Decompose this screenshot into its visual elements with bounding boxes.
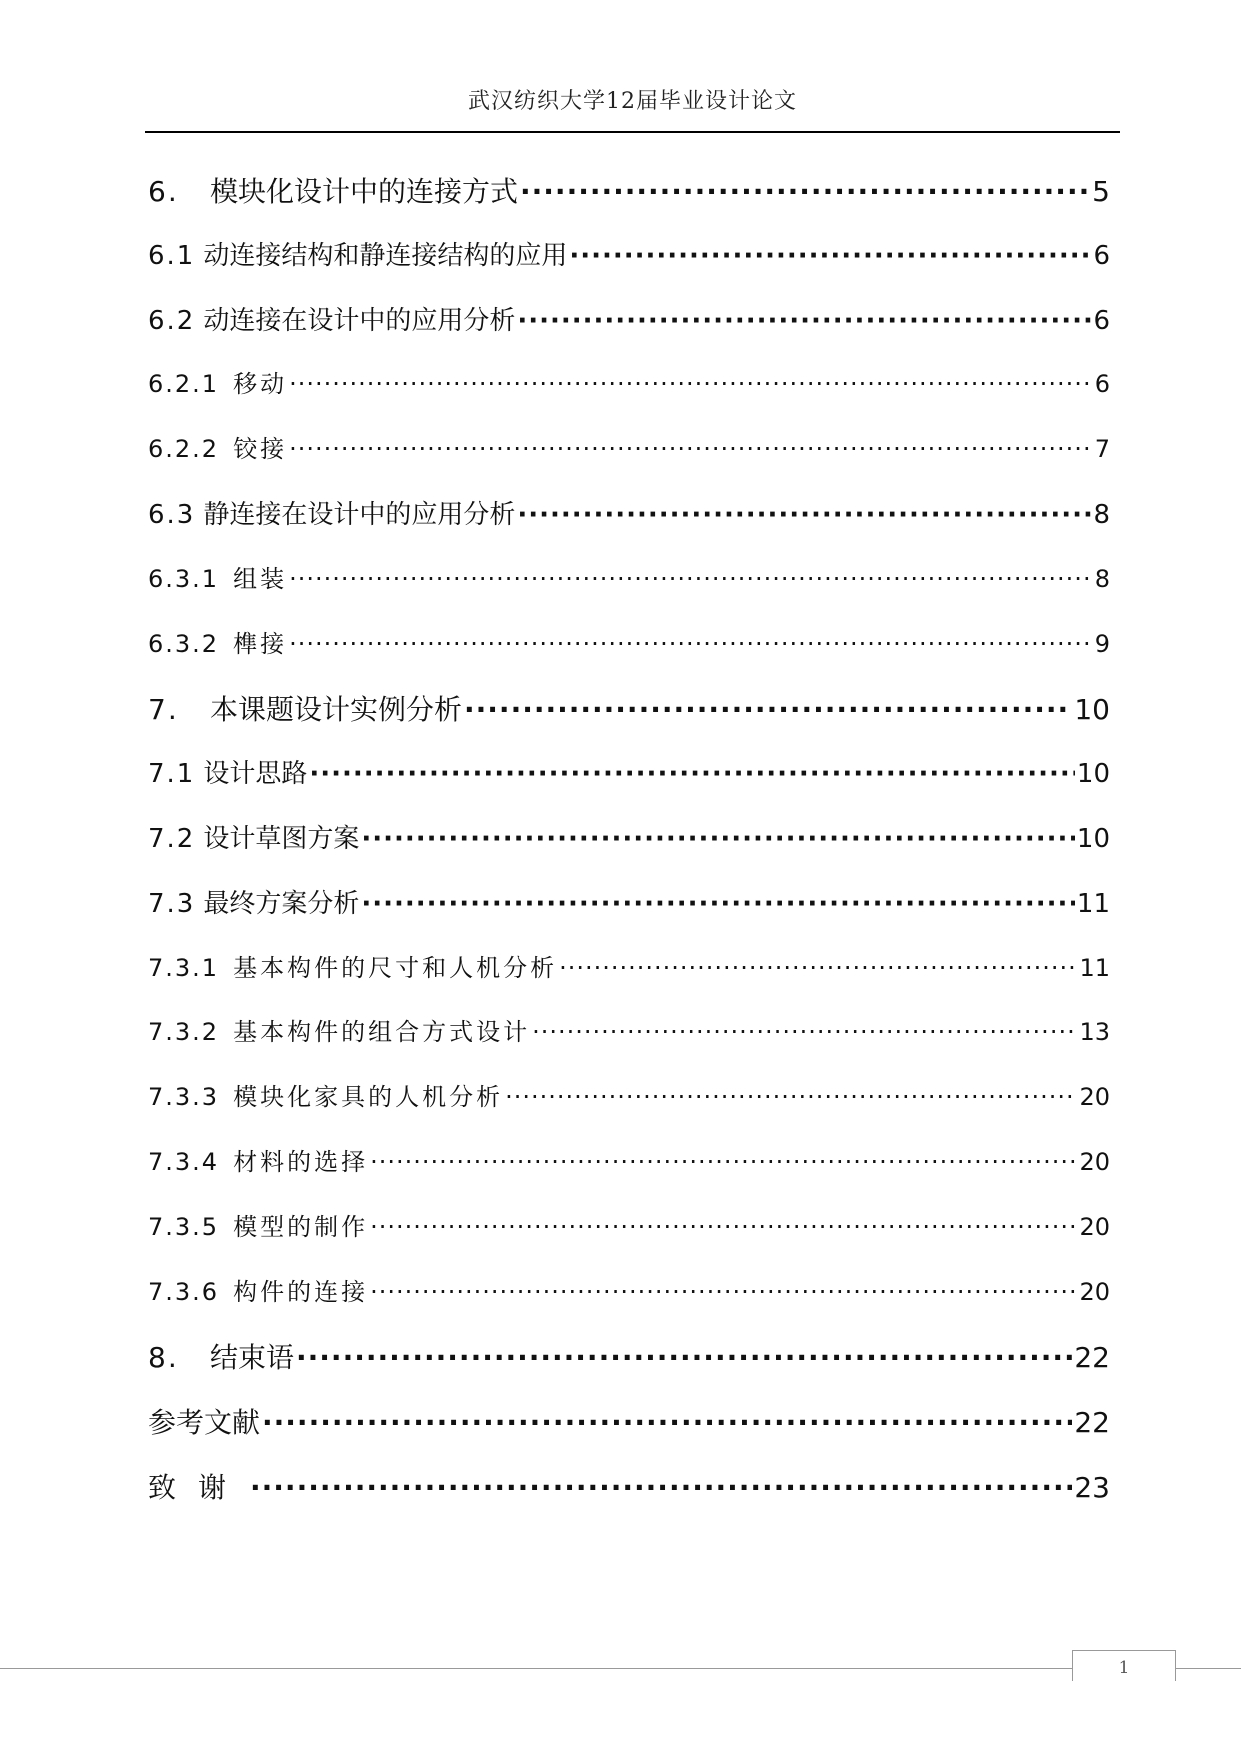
toc-entry-number: 7.3.6 [148,1277,220,1306]
toc-leader-dots [532,1018,1077,1046]
toc-leader-dots [289,565,1093,593]
toc-entry-title: 基本构件的组合方式设计 [233,1018,531,1047]
toc-entry-title: 构件的连接 [233,1277,369,1306]
toc-leader-dots [569,241,1091,271]
toc-entry-page: 5 [1092,175,1110,208]
toc-leader-dots [559,954,1077,982]
toc-entry-page: 6 [1093,305,1110,336]
toc-leader-dots [361,824,1075,854]
toc-leader-dots [370,1278,1077,1306]
toc-leader-dots [296,1341,1072,1374]
toc-entry-6-2-1[interactable] [148,364,1110,429]
toc-entry-number: 6.3.1 [148,564,220,593]
toc-entry-page: 11 [1079,953,1110,982]
toc-entry-6-1[interactable] [148,235,1110,300]
toc-entry-title: 动连接在设计中的应用分析 [203,305,516,336]
toc-leader-dots [464,693,1072,726]
toc-entry-number: 7.3.2 [148,1018,220,1047]
toc-entry-7-3-4[interactable] [148,1142,1110,1207]
toc-entry-acknowledgements[interactable] [148,1466,1110,1531]
toc-leader-dots [505,1083,1077,1111]
page-number: 1 [1072,1650,1176,1681]
toc-entry-title: 动连接结构和静连接结构的应用 [203,240,568,271]
toc-entry-title: 最终方案分析 [203,888,360,919]
toc-leader-dots [370,1148,1077,1176]
toc-entry-title: 模型的制作 [233,1212,369,1241]
toc-entry-number: 6.3.2 [148,629,220,658]
toc-entry-title: 模块化家具的人机分析 [233,1083,504,1112]
toc-leader-dots [361,889,1075,919]
toc-entry-page: 7 [1094,435,1110,464]
toc-entry-title: 设计思路 [203,759,308,790]
table-of-contents [148,170,1110,1531]
toc-leader-dots [250,1471,1072,1504]
toc-entry-8[interactable] [148,1336,1110,1401]
toc-entry-title: 参考文献 [148,1406,261,1440]
toc-entry-title: 模块化设计中的连接方式 [210,175,519,208]
toc-entry-6-2-2[interactable] [148,429,1110,494]
header-divider [145,131,1120,133]
page-header-title: 武汉纺织大学12届毕业设计论文 [468,89,797,114]
toc-leader-dots [370,1213,1077,1241]
toc-entry-number: 7.3.3 [148,1083,220,1112]
toc-entry-title: 材料的选择 [233,1147,369,1176]
toc-entry-references[interactable] [148,1401,1110,1466]
toc-entry-page: 10 [1074,693,1110,727]
toc-entry-title: 铰接 [233,435,288,464]
toc-entry-7-3-1[interactable] [148,948,1110,1013]
toc-entry-number: 7.2 [148,823,196,854]
toc-leader-dots [309,759,1075,789]
toc-entry-number: 6.2 [148,305,196,336]
toc-leader-dots [517,500,1091,530]
toc-entry-7-1[interactable] [148,753,1110,818]
toc-entry-title: 组装 [233,564,288,593]
toc-entry-title: 静连接在设计中的应用分析 [203,499,516,530]
toc-leader-dots [520,175,1090,208]
toc-entry-number: 7. [148,693,179,727]
toc-entry-number: 6.1 [148,240,196,271]
toc-entry-page: 6 [1093,240,1110,271]
toc-entry-number: 7.3.5 [148,1212,220,1241]
toc-entry-page: 8 [1093,499,1110,530]
toc-entry-title: 移动 [233,370,288,399]
toc-entry-title: 致谢 [148,1470,249,1504]
toc-entry-page: 20 [1079,1147,1110,1176]
footer-divider [0,1668,1241,1669]
toc-entry-7-3-5[interactable] [148,1207,1110,1272]
toc-entry-number: 6. [148,175,179,208]
toc-entry-page: 10 [1076,823,1110,854]
toc-leader-dots [517,306,1091,336]
toc-entry-7-3-6[interactable] [148,1272,1110,1337]
toc-entry-7-2[interactable] [148,818,1110,883]
toc-entry-6-3-2[interactable] [148,624,1110,689]
toc-entry-7-3-2[interactable] [148,1012,1110,1077]
toc-entry-title: 榫接 [233,629,288,658]
toc-entry-6-2[interactable] [148,300,1110,365]
toc-entry-title: 基本构件的尺寸和人机分析 [233,953,558,982]
toc-entry-page: 20 [1079,1083,1110,1112]
toc-entry-page: 22 [1074,1406,1110,1440]
toc-entry-number: 7.3.1 [148,953,220,982]
toc-entry-number: 7.3.4 [148,1147,220,1176]
toc-entry-page: 23 [1074,1470,1110,1504]
toc-entry-title: 结束语 [210,1341,295,1375]
toc-leader-dots [289,630,1093,658]
toc-entry-7-3-3[interactable] [148,1077,1110,1142]
toc-entry-number: 7.3 [148,888,196,919]
toc-leader-dots [262,1406,1072,1439]
toc-entry-number: 6.2.1 [148,370,220,399]
toc-entry-page: 20 [1079,1212,1110,1241]
toc-entry-7-3[interactable] [148,883,1110,948]
toc-entry-page: 13 [1079,1018,1110,1047]
toc-entry-number: 6.2.2 [148,435,220,464]
toc-entry-6-3-1[interactable] [148,559,1110,624]
toc-entry-title: 本课题设计实例分析 [210,693,463,727]
toc-entry-title: 设计草图方案 [203,823,360,854]
toc-entry-page: 20 [1079,1277,1110,1306]
toc-entry-6[interactable] [148,170,1110,235]
toc-entry-page: 8 [1094,564,1110,593]
toc-entry-page: 9 [1094,629,1110,658]
toc-entry-7[interactable] [148,688,1110,753]
toc-entry-page: 6 [1094,370,1110,399]
toc-leader-dots [289,435,1093,463]
toc-entry-page: 22 [1074,1341,1110,1375]
toc-entry-page: 10 [1076,759,1110,790]
toc-entry-number: 7.1 [148,759,196,790]
toc-entry-page: 11 [1076,888,1110,919]
toc-leader-dots [289,370,1093,398]
toc-entry-number: 8. [148,1341,179,1375]
toc-entry-number: 6.3 [148,499,196,530]
toc-entry-6-3[interactable] [148,494,1110,559]
